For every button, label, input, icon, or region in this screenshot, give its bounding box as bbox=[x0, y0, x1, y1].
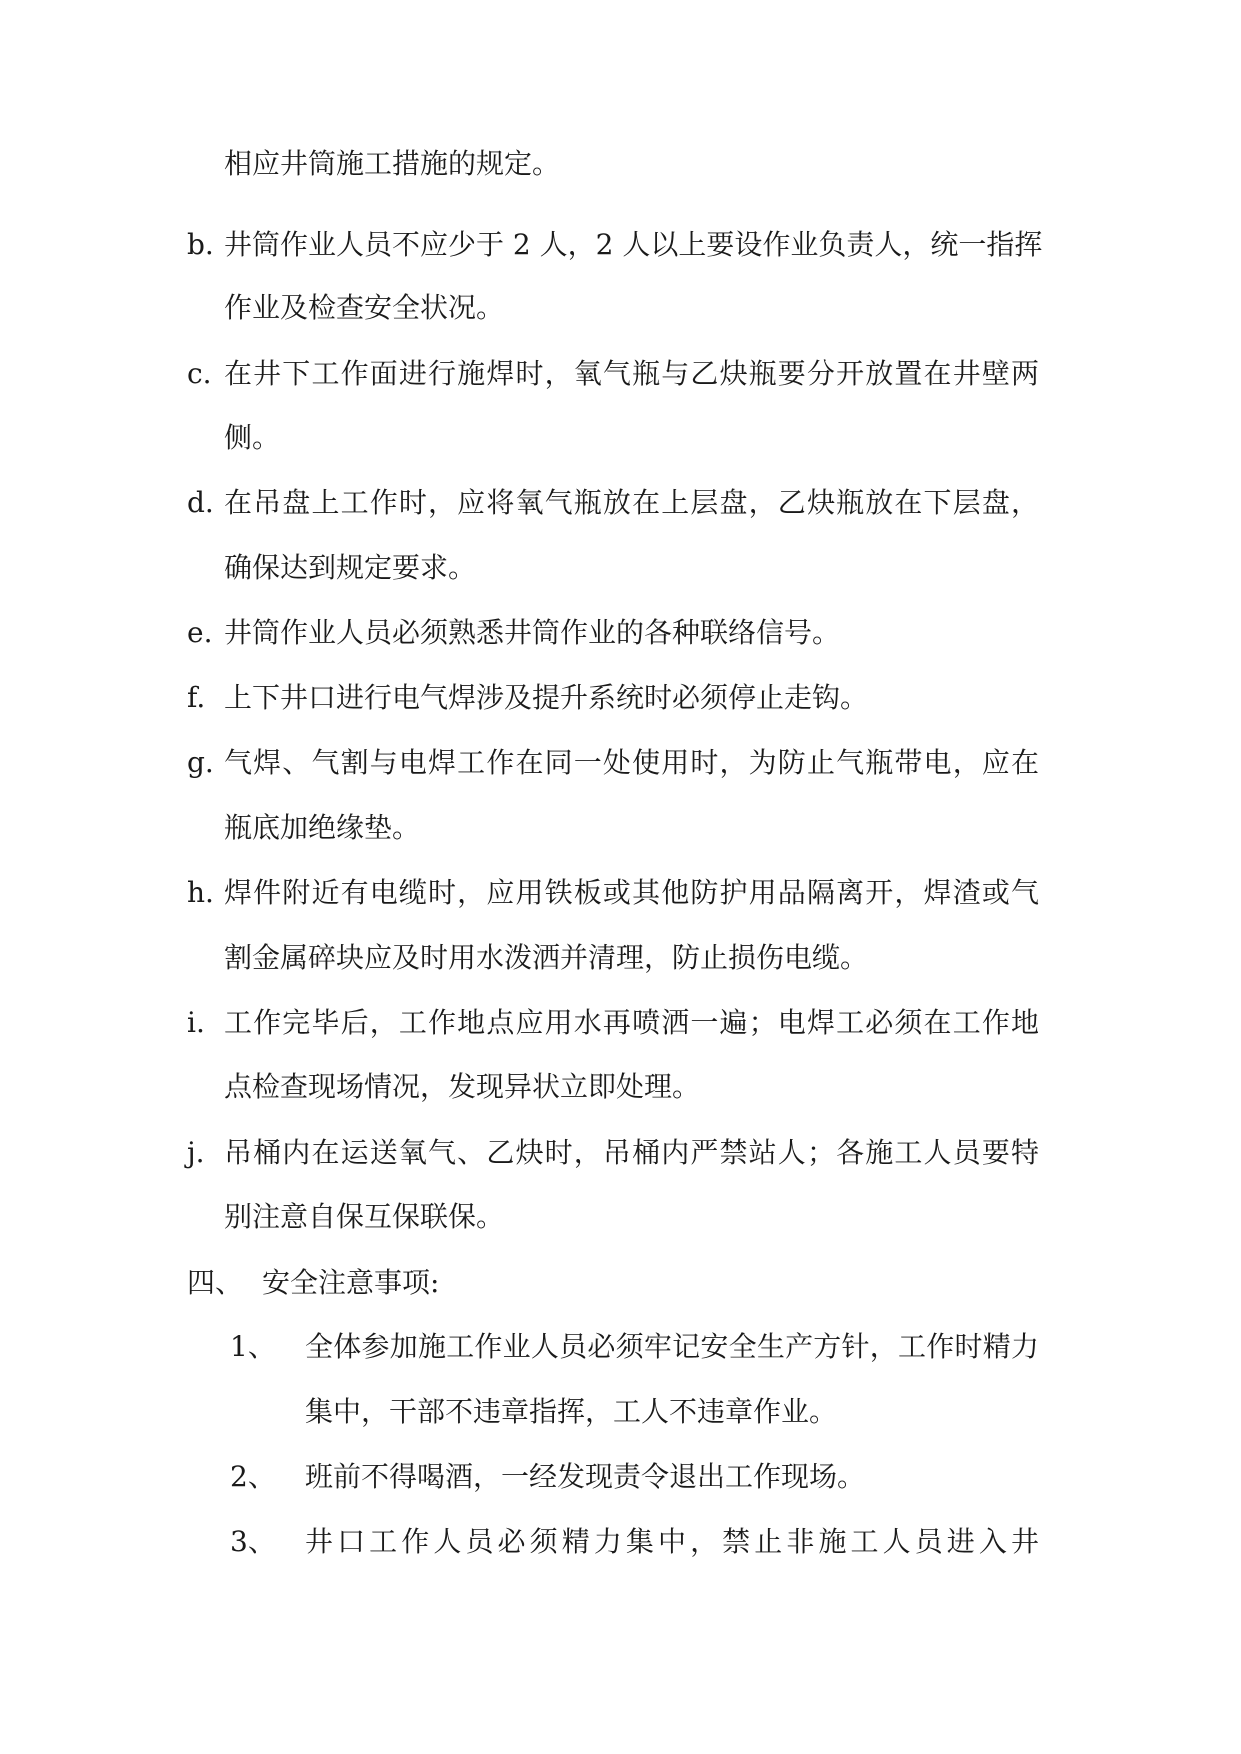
list-item-d-line-1: 在吊盘上工作时，应将氧气瓶放在上层盘，乙炔瓶放在下层盘， bbox=[224, 486, 1039, 519]
list-item-h-line-1: 焊件附近有电缆时，应用铁板或其他防护用品隔离开，焊渣或气 bbox=[224, 876, 1039, 909]
list-item-c-line-2: 侧。 bbox=[224, 421, 281, 454]
continuation-line: 相应井筒施工措施的规定。 bbox=[224, 147, 561, 180]
numbered-item-1-line-2: 集中，干部不违章指挥，工人不违章作业。 bbox=[305, 1395, 838, 1428]
list-item-d-line-2: 确保达到规定要求。 bbox=[224, 551, 477, 584]
numbered-item-3-line-1: 井口工作人员必须精力集中，禁止非施工人员进入井 bbox=[305, 1525, 1039, 1558]
list-item-h-line-2: 割金属碎块应及时用水泼洒并清理，防止损伤电缆。 bbox=[224, 941, 869, 974]
list-item-i-line-2: 点检查现场情况，发现异状立即处理。 bbox=[224, 1070, 701, 1103]
numbered-marker-3: 3、 bbox=[230, 1525, 276, 1558]
numbered-marker-1: 1、 bbox=[230, 1330, 276, 1363]
list-marker-e: e. bbox=[187, 616, 213, 649]
list-item-j-line-2: 别注意自保互保联保。 bbox=[224, 1200, 505, 1233]
list-marker-b: b. bbox=[187, 228, 214, 261]
list-marker-g: g. bbox=[187, 746, 214, 779]
numbered-marker-2: 2、 bbox=[230, 1460, 276, 1493]
list-marker-i: i. bbox=[187, 1006, 205, 1039]
list-item-f-line-1: 上下井口进行电气焊涉及提升系统时必须停止走钩。 bbox=[224, 681, 869, 714]
list-item-e-line-1: 井筒作业人员必须熟悉井筒作业的各种联络信号。 bbox=[224, 616, 841, 649]
numbered-item-2-line-1: 班前不得喝酒，一经发现责令退出工作现场。 bbox=[305, 1460, 866, 1493]
section-title: 安全注意事项: bbox=[262, 1266, 440, 1299]
list-marker-j: j. bbox=[187, 1136, 205, 1169]
list-marker-d: d. bbox=[187, 486, 214, 519]
list-item-i-line-1: 工作完毕后，工作地点应用水再喷洒一遍；电焊工必须在工作地 bbox=[224, 1006, 1039, 1039]
list-marker-c: c. bbox=[187, 357, 212, 390]
list-item-g-line-1: 气焊、气割与电焊工作在同一处使用时，为防止气瓶带电，应在 bbox=[224, 746, 1039, 779]
list-item-g-line-2: 瓶底加绝缘垫。 bbox=[224, 811, 421, 844]
list-marker-h: h. bbox=[187, 876, 214, 909]
numbered-item-1-line-1: 全体参加施工作业人员必须牢记安全生产方针，工作时精力 bbox=[305, 1330, 1039, 1363]
list-item-b-line-1: 井筒作业人员不应少于 2 人，2 人以上要设作业负责人，统一指挥 bbox=[224, 228, 1043, 261]
list-item-b-line-2: 作业及检查安全状况。 bbox=[224, 291, 505, 324]
list-item-c-line-1: 在井下工作面进行施焊时，氧气瓶与乙炔瓶要分开放置在井壁两 bbox=[224, 357, 1039, 390]
list-item-j-line-1: 吊桶内在运送氧气、乙炔时，吊桶内严禁站人；各施工人员要特 bbox=[224, 1136, 1039, 1169]
list-marker-f: f. bbox=[187, 681, 206, 714]
section-marker: 四、 bbox=[187, 1266, 244, 1299]
